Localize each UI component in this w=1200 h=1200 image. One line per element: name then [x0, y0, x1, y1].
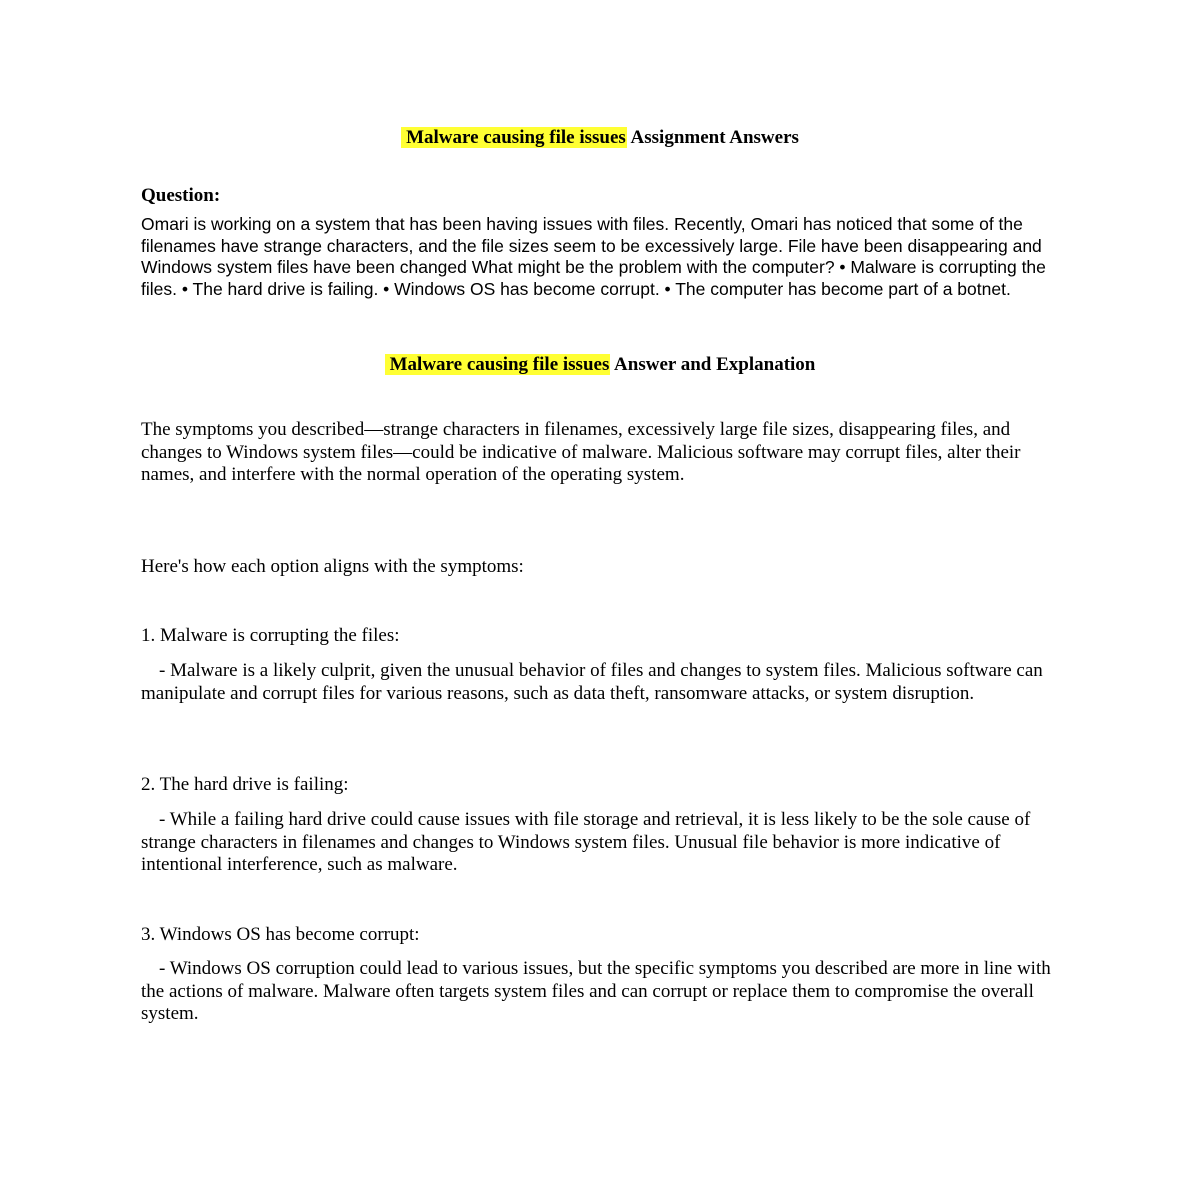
title-rest: Assignment Answers: [626, 127, 799, 148]
option-3-title: 3. Windows OS has become corrupt:: [141, 924, 420, 945]
option-1-body-text: - Malware is a likely culprit, given the unusual behavior of files and changes to system files. Malicious software can manipulate and corrupt files for various reasons, such as data theft, ransomware attacks, or system disruption.: [141, 660, 1043, 704]
option-3-body-text: - Windows OS corruption could lead to various issues, but the specific symptoms you described are more in line with the actions of malware. Malware often targets system files and can corrupt or replace them to compromise the overall system.: [141, 958, 1051, 1024]
option-1-body: [141, 660, 1061, 705]
question-label: Question:: [141, 185, 221, 206]
document-title: [0, 126, 1200, 150]
answer-heading-rest: Answer and Explanation: [610, 354, 816, 375]
option-1-title: 1. Malware is corrupting the files:: [141, 625, 400, 646]
option-3-body: [141, 958, 1061, 1026]
option-2-body: [141, 809, 1061, 877]
option-2-body-text: - While a failing hard drive could cause issues with file storage and retrieval, it is less likely to be the sole cause of strange characters in filenames and changes to Windows system files. Unusual file behavior is more indicative of intentional interference, such as malware.: [141, 809, 1031, 875]
answer-heading: [0, 353, 1200, 377]
question-text: Omari is working on a system that has been having issues with files. Recently, Omari has noticed that some of the filenames have strange characters, and the file sizes seem to be excessively large. File have been disappearing and Windows system files have been changed What might be the problem with the computer? • Malware is corrupting the files. • The hard drive is failing. • Windows OS has become corrupt. • The computer has become part of a botnet.: [141, 214, 1046, 299]
option-2-title: 2. The hard drive is failing:: [141, 774, 349, 795]
explanation-intro: The symptoms you described—strange characters in filenames, excessively large file sizes, disappearing files, and changes to Windows system files—could be indicative of malware. Malicious software may corrupt files, alter their names, and interfere with the normal operation of the operating system.: [141, 419, 1021, 485]
title-highlight: Malware causing file issues: [401, 127, 627, 148]
answer-heading-highlight: Malware causing file issues: [385, 354, 611, 375]
options-lead: Here's how each option aligns with the symptoms:: [141, 556, 524, 577]
